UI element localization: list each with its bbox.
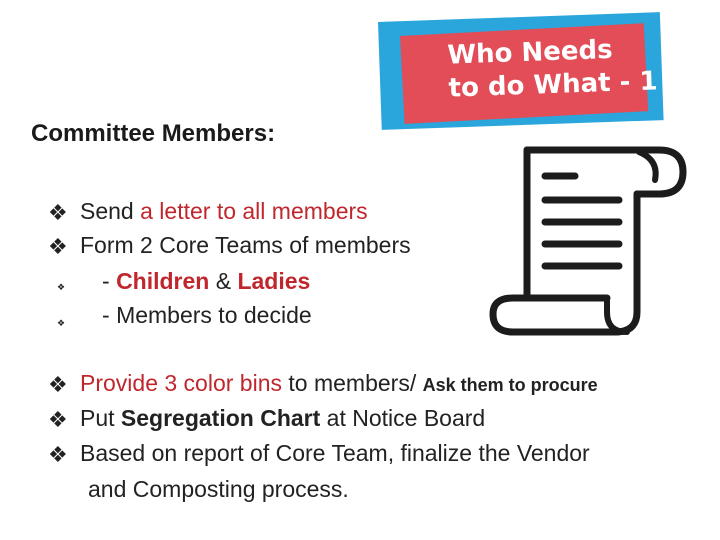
list-item: Put Segregation Chart at Notice Board [80, 405, 486, 431]
list-item: Form 2 Core Teams of members [80, 232, 411, 258]
bullet-icon: ❖ [48, 200, 68, 225]
bullet-icon: ❖ [48, 407, 68, 432]
bullet-icon: ❖ [48, 372, 68, 397]
section-title: Committee Members: [31, 120, 276, 147]
bullet-icon: ❖ [48, 234, 68, 259]
list-item: Provide 3 color bins to members/ Ask them to procure [80, 370, 598, 396]
sub-bullet-icon: ❖ [57, 318, 66, 328]
banner-line-2: to do What - 1 [448, 66, 659, 104]
list-item-continuation: and Composting process. [88, 476, 349, 502]
bullet-icon: ❖ [48, 442, 68, 467]
list-item: Based on report of Core Team, finalize the Vendor [80, 440, 590, 466]
banner-line-1: Who Needs [446, 34, 614, 71]
scroll-document-icon [487, 140, 687, 340]
sub-bullet-icon: ❖ [57, 282, 66, 292]
banner-title [447, 32, 658, 105]
list-item: - Members to decide [102, 302, 312, 328]
list-item: - Children & Ladies [102, 268, 311, 294]
list-item: Send a letter to all members [80, 198, 368, 224]
